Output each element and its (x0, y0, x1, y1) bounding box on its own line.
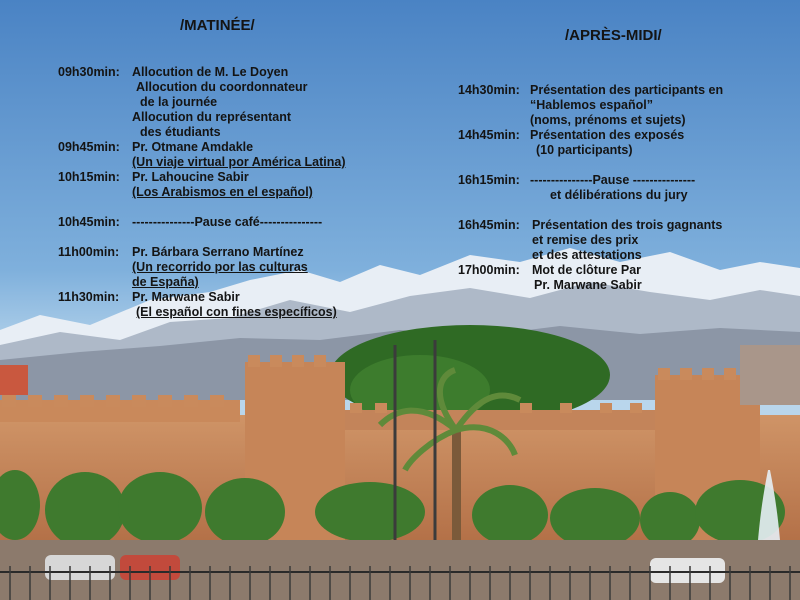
schedule-entry (58, 245, 388, 290)
entry-time: 14h45min: (458, 128, 520, 142)
entry-time: 16h15min: (458, 173, 520, 187)
speaker-name: Pr. Bárbara Serrano Martínez (132, 245, 304, 259)
schedule-entry (58, 290, 388, 320)
schedule-entry (58, 170, 388, 200)
entry-line: et délibérations du jury (550, 188, 688, 202)
entry-line: (noms, prénoms et sujets) (530, 113, 686, 127)
talk-title: (Un recorrido por las culturas (132, 260, 308, 274)
entry-time: 14h30min: (458, 83, 520, 97)
talk-title: (Los Arabismos en el español) (132, 185, 313, 199)
entry-line: de la journée (140, 95, 218, 109)
morning-schedule (58, 65, 388, 320)
speaker-name: Pr. Otmane Amdakle (132, 140, 254, 154)
speaker-name: Pr. Lahoucine Sabir (132, 170, 249, 184)
entry-line: Allocution du coordonnateur (136, 80, 308, 94)
speaker-name: Pr. Marwane Sabir (132, 290, 240, 304)
schedule-entry (58, 215, 388, 230)
entry-line: des étudiants (140, 125, 221, 139)
talk-title: (El español con fines específicos) (136, 305, 337, 319)
schedule-entry (58, 65, 388, 140)
entry-time: 11h30min: (58, 290, 120, 304)
entry-line: et remise des prix (532, 233, 639, 247)
spacer (458, 158, 793, 173)
entry-line: et des attestations (532, 248, 642, 262)
entry-time: 11h00min: (58, 245, 120, 259)
entry-time: 10h45min: (58, 215, 120, 229)
entry-time: 17h00min: (458, 263, 520, 277)
entry-line: Allocution du représentant (132, 110, 292, 124)
schedule-entry (458, 83, 793, 128)
entry-line: Allocution de M. Le Doyen (132, 65, 289, 79)
entry-line: (10 participants) (536, 143, 633, 157)
morning-heading: /MATINÉE/ (180, 17, 255, 34)
entry-line: Présentation des participants en (530, 83, 724, 97)
afternoon-schedule (458, 83, 793, 293)
break-label: ---------------Pause café--------------- (132, 215, 323, 229)
spacer (58, 230, 388, 245)
talk-title: (Un viaje virtual por América Latina) (132, 155, 346, 169)
afternoon-heading: /APRÈS-MIDI/ (565, 27, 662, 44)
entry-line: Mot de clôture Par (532, 263, 642, 277)
schedule-entry (458, 128, 793, 158)
entry-time: 16h45min: (458, 218, 520, 232)
schedule-entry (458, 173, 793, 203)
entry-time: 10h15min: (58, 170, 120, 184)
spacer (458, 203, 793, 218)
schedule-entry (458, 218, 793, 263)
break-label: ---------------Pause --------------- (530, 173, 696, 187)
entry-line: “Hablemos español” (530, 98, 653, 112)
schedule-entry (58, 140, 388, 170)
entry-time: 09h45min: (58, 140, 120, 154)
entry-time: 09h30min: (58, 65, 120, 79)
street-level (0, 540, 800, 600)
entry-line: Présentation des trois gagnants (532, 218, 723, 232)
entry-line: Pr. Marwane Sabir (534, 278, 642, 292)
talk-title: de España) (132, 275, 199, 289)
schedule-entry (458, 263, 793, 293)
entry-line: Présentation des exposés (530, 128, 685, 142)
spacer (58, 200, 388, 215)
